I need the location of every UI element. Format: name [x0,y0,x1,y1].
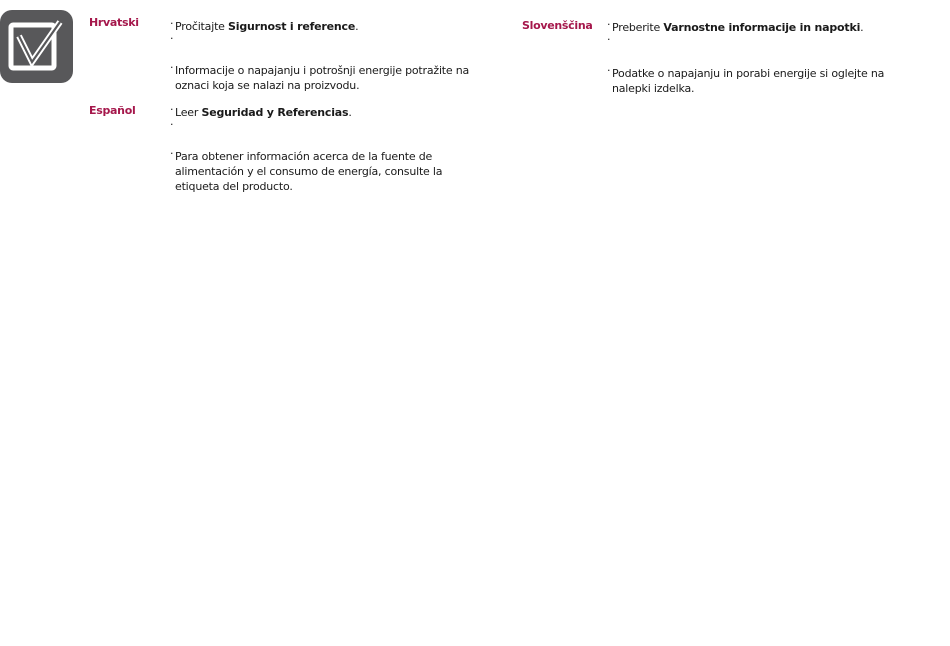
document-title: Varnostne informacije in napotki [663,21,861,34]
read-prefix: Pročitajte [175,20,229,33]
read-suffix: . [355,20,359,33]
document-title: Seguridad y Referencias [201,106,349,119]
power-info: · Podatke o napajanju in porabi energije si oglejte na nalepki izdelka. [607,66,907,96]
power-info: · Para obtener información acerca de la fuente de alimentación y el consumo de energía, consulte la etiqueta del producto. [170,149,460,194]
language-label-espanol: Español [89,104,136,117]
read-prefix: Preberite [612,21,664,34]
section-hrvatski [170,19,490,93]
read-instruction [607,20,907,35]
read-suffix: . [348,106,352,119]
empty-bullet [170,120,460,135]
empty-bullet [170,34,490,49]
checkbox-check-icon [0,10,73,83]
empty-bullet [607,35,907,50]
read-instruction [170,105,460,120]
language-label-slovenscina: Slovenščina [522,19,593,32]
read-prefix: Leer [175,106,202,119]
read-suffix: . [860,21,864,34]
read-instruction [170,19,490,34]
language-label-hrvatski: Hrvatski [89,16,139,29]
power-info: · Informacije o napajanju i potrošnji energije potražite na oznaci koja se nalazi na proizvodu. [170,63,490,93]
document-title: Sigurnost i reference [228,20,356,33]
section-espanol [170,105,460,194]
section-slovenscina [607,20,907,96]
